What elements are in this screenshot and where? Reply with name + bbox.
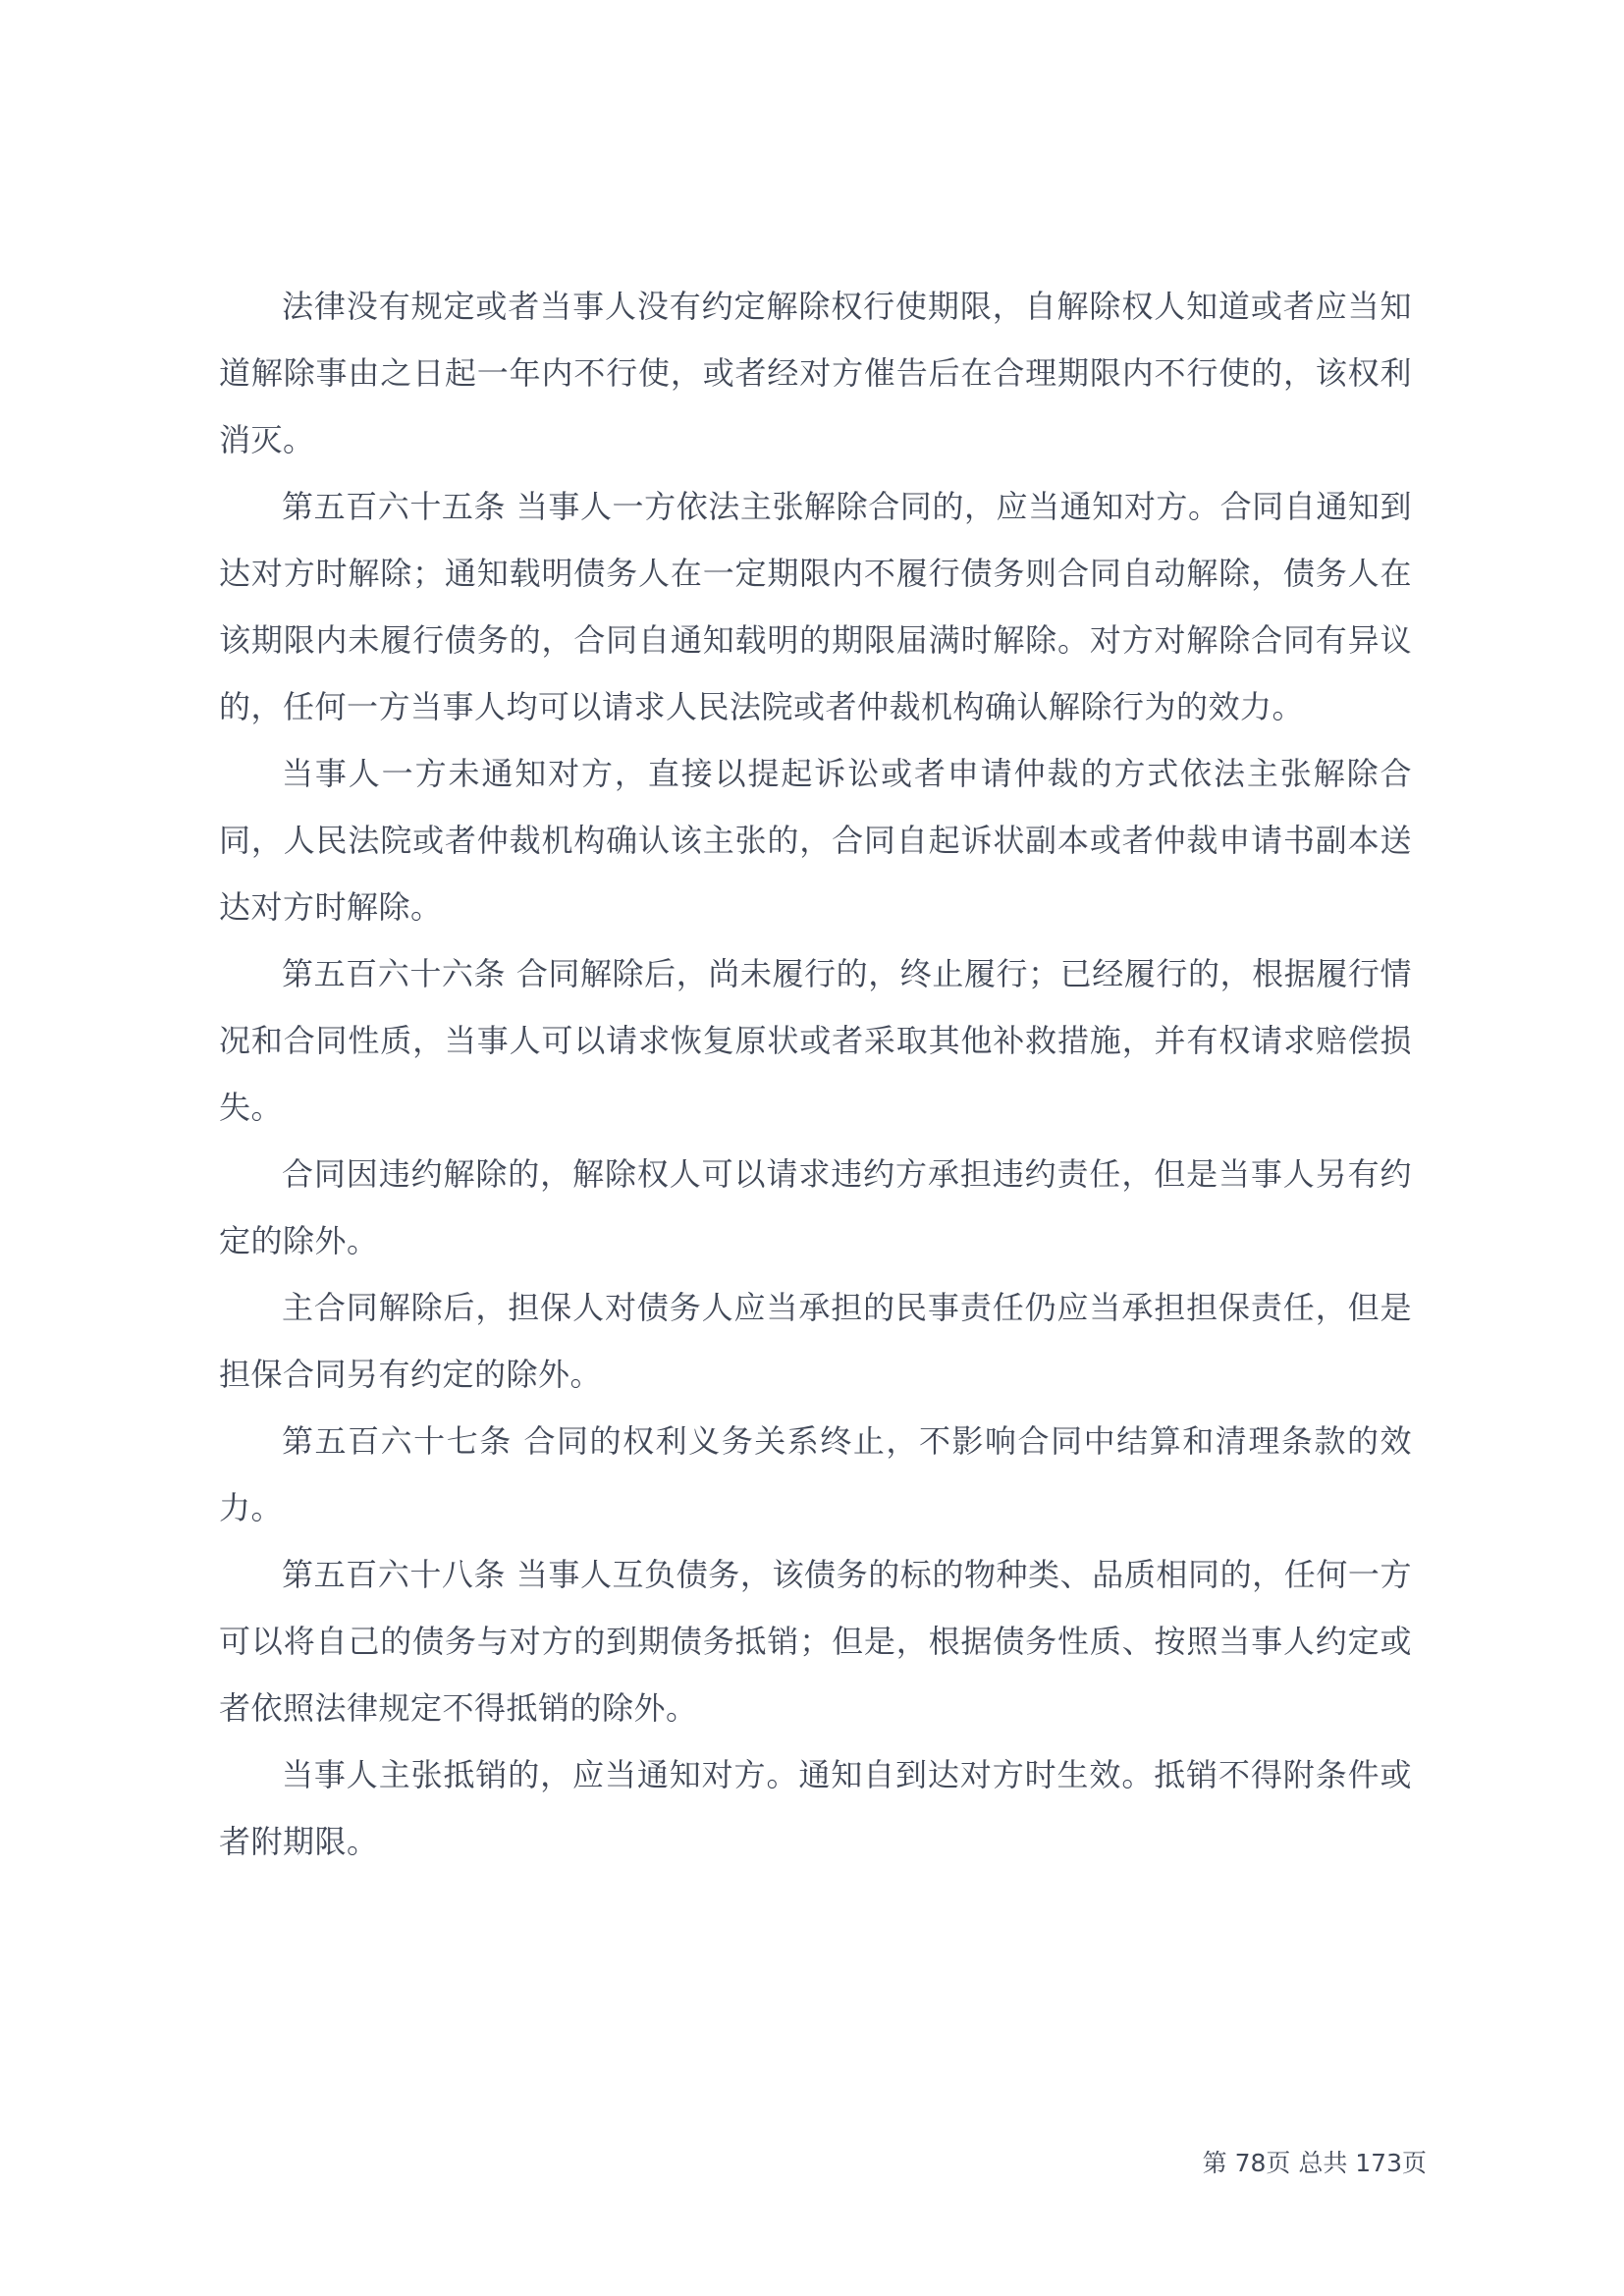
paragraph: 合同因违约解除的，解除权人可以请求违约方承担违约责任，但是当事人另有约定的除外。 bbox=[219, 1155, 1412, 1259]
paragraph-article-568: 第五百六十八条 当事人互负债务，该债务的标的物种类、品质相同的，任何一方可以将自己的债务与对方的到期债务抵销；但是，根据债务性质、按照当事人约定或者依照法律规定不得抵销的除外。 bbox=[219, 1556, 1412, 1727]
paragraph-article-566: 第五百六十六条 合同解除后，尚未履行的，终止履行；已经履行的，根据履行情况和合同性质，当事人可以请求恢复原状或者采取其他补救措施，并有权请求赔偿损失。 bbox=[219, 955, 1412, 1126]
document-body bbox=[219, 273, 1412, 1875]
paragraph: 主合同解除后，担保人对债务人应当承担的民事责任仍应当承担担保责任，但是担保合同另有约定的除外。 bbox=[219, 1289, 1412, 1393]
paragraph: 法律没有规定或者当事人没有约定解除权行使期限，自解除权人知道或者应当知道解除事由之日起一年内不行使，或者经对方催告后在合理期限内不行使的，该权利消灭。 bbox=[219, 288, 1412, 458]
paragraph: 当事人一方未通知对方，直接以提起诉讼或者申请仲裁的方式依法主张解除合同，人民法院或者仲裁机构确认该主张的，合同自起诉状副本或者仲裁申请书副本送达对方时解除。 bbox=[219, 755, 1412, 926]
paragraph-article-567: 第五百六十七条 合同的权利义务关系终止，不影响合同中结算和清理条款的效力。 bbox=[219, 1422, 1412, 1526]
page-number: 第 78页 总共 173页 bbox=[1202, 2149, 1427, 2177]
paragraph: 当事人主张抵销的，应当通知对方。通知自到达对方时生效。抵销不得附条件或者附期限。 bbox=[219, 1756, 1412, 1860]
paragraph-article-565: 第五百六十五条 当事人一方依法主张解除合同的，应当通知对方。合同自通知到达对方时解除；通知载明债务人在一定期限内不履行债务则合同自动解除，债务人在该期限内未履行债务的，合同自通知载明的期限届满时解除。对方对解除合同有异议的，任何一方当事人均可以请求人民法院或者仲裁机构确认解除行为的效力。 bbox=[219, 488, 1412, 725]
